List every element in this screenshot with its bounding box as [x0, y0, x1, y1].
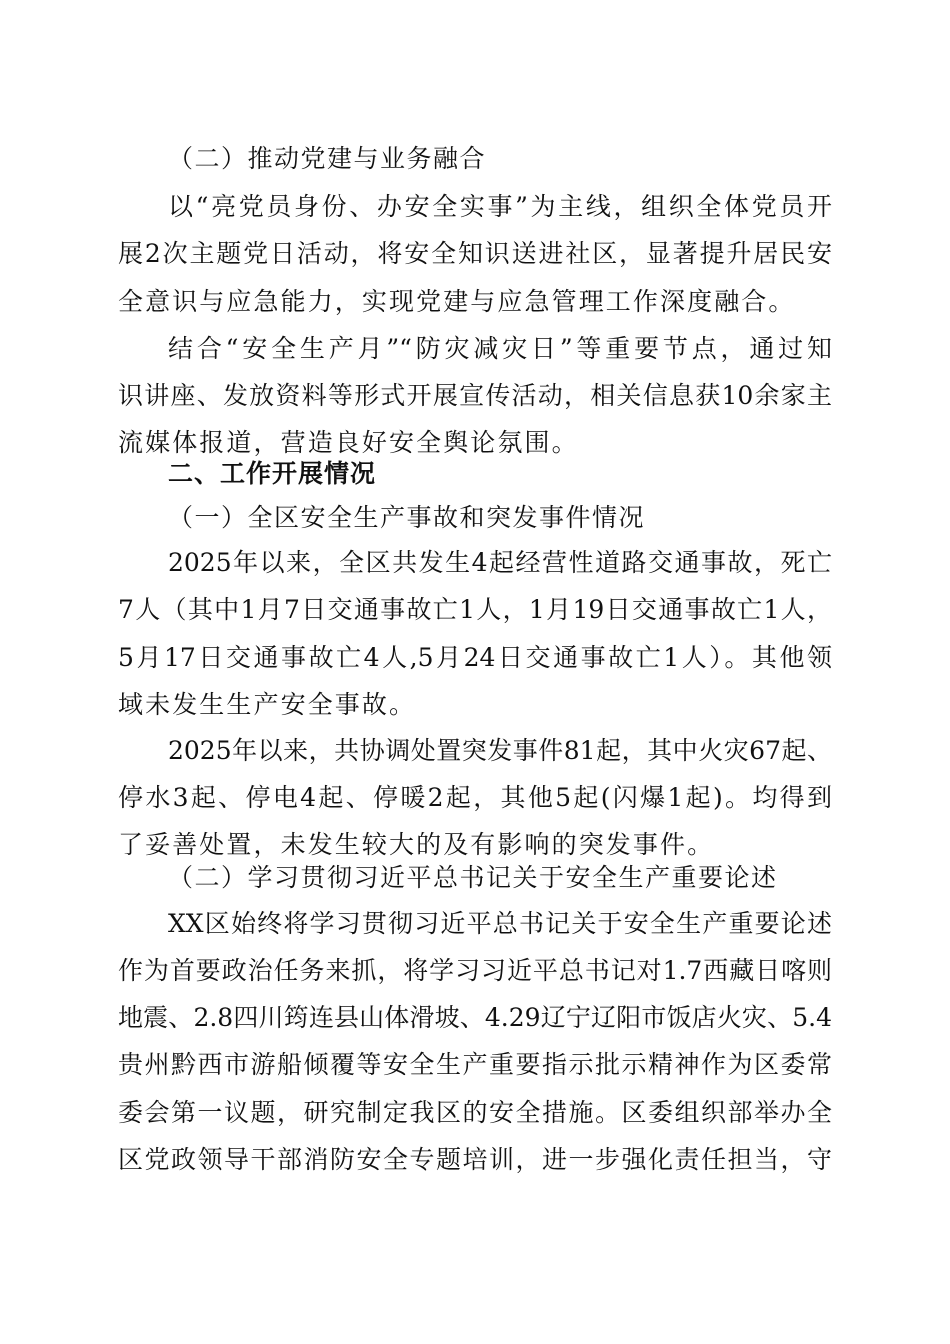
subsection-heading-study: （二）学习贯彻习近平总书记关于安全生产重要论述 [168, 863, 778, 892]
subsection-heading-party-building: （二）推动党建与业务融合 [168, 144, 487, 173]
paragraph-line: 2025年以来，共协调处置突发事件81起，其中火灾67起、 [168, 736, 832, 765]
paragraph-line: 停水3起、停电4起、停暖2起，其他5起(闪爆1起)。均得到 [118, 783, 832, 812]
paragraph-line: 流媒体报道，营造良好安全舆论氛围。 [118, 428, 579, 457]
paragraph-line: 结合“安全生产月”“防灾减灾日”等重要节点，通过知 [168, 334, 832, 363]
paragraph-line: XX区始终将学习贯彻习近平总书记关于安全生产重要论述 [168, 909, 832, 938]
paragraph-line: 贵州黔西市游船倾覆等安全生产重要指示批示精神作为区委常 [118, 1050, 832, 1079]
paragraph-line: 作为首要政治任务来抓，将学习习近平总书记对1.7西藏日喀则 [118, 956, 832, 985]
paragraph-line: 5月17日交通事故亡4人,5月24日交通事故亡1人）。其他领 [118, 643, 832, 672]
paragraph-line: 展2次主题党日活动，将安全知识送进社区，显著提升居民安 [118, 239, 832, 268]
subsection-heading-accidents: （一）全区安全生产事故和突发事件情况 [168, 503, 646, 532]
paragraph-line: 全意识与应急能力，实现党建与应急管理工作深度融合。 [118, 287, 796, 316]
paragraph-line: 委会第一议题，研究制定我区的安全措施。区委组织部举办全 [118, 1098, 832, 1127]
paragraph-line: 地震、2.8四川筠连县山体滑坡、4.29辽宁辽阳市饭店火灾、5.4 [118, 1003, 832, 1032]
paragraph-line: 了妥善处置，未发生较大的及有影响的突发事件。 [118, 830, 715, 859]
paragraph-line: 识讲座、发放资料等形式开展宣传活动，相关信息获10余家主 [118, 381, 832, 410]
paragraph-line: 7人（其中1月7日交通事故亡1人，1月19日交通事故亡1人， [118, 595, 832, 624]
paragraph-line: 区党政领导干部消防安全专题培训，进一步强化责任担当，守 [118, 1145, 832, 1174]
paragraph-line: 域未发生生产安全事故。 [118, 690, 417, 719]
section-heading-work-progress: 二、工作开展情况 [168, 459, 377, 488]
paragraph-line: 以“亮党员身份、办安全实事”为主线，组织全体党员开 [168, 192, 832, 221]
paragraph-line: 2025年以来，全区共发生4起经营性道路交通事故，死亡 [168, 548, 832, 577]
